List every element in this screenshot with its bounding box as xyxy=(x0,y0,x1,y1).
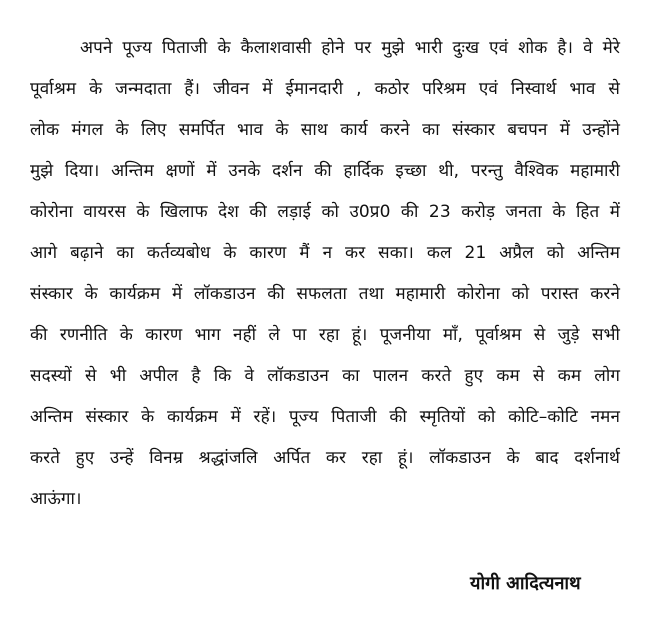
letter-line: पूर्वाश्रम के जन्मदाता हैं। जीवन में ईमानदारी , कठोर परिश्रम एवं निस्वार्थ भाव से xyxy=(30,79,620,99)
letter-line: की रणनीति के कारण भाग नहीं ले पा रहा हूं। पूजनीया माँ, पूर्वाश्रम से जुड़े सभी xyxy=(30,325,620,345)
letter-line: संस्कार के कार्यक्रम में लॉकडाउन की सफलता तथा महामारी कोरोना को परास्त करने xyxy=(30,284,620,304)
letter-line: लोक मंगल के लिए समर्पित भाव के साथ कार्य करने का संस्कार बचपन में उन्होंने xyxy=(30,120,620,140)
letter-line: अपने पूज्य पिताजी के कैलाशवासी होने पर मुझे भारी दुःख एवं शोक है। वे मेरे xyxy=(80,38,620,58)
letter-line: करते हुए उन्हें विनम्र श्रद्धांजलि अर्पित कर रहा हूं। लॉकडाउन के बाद दर्शनार्थ xyxy=(30,448,620,468)
letter-line: अन्तिम संस्कार के कार्यक्रम में रहें। पूज्य पिताजी की स्मृतियों को कोटि–कोटि नमन xyxy=(30,407,620,427)
letter-line: आऊंगा। xyxy=(30,489,82,509)
letter-line: मुझे दिया। अन्तिम क्षणों में उनके दर्शन की हार्दिक इच्छा थी, परन्तु वैश्विक महामारी xyxy=(30,161,620,181)
letter-line: सदस्यों से भी अपील है कि वे लॉकडाउन का पालन करते हुए कम से कम लोग xyxy=(30,366,620,386)
letter-line: आगे बढ़ाने का कर्तव्यबोध के कारण मैं न कर सका। कल 21 अप्रैल को अन्तिम xyxy=(30,243,620,263)
signature: योगी आदित्यनाथ xyxy=(470,573,581,594)
letter-line: कोरोना वायरस के खिलाफ देश की लड़ाई को उ0प्र0 की 23 करोड़ जनता के हित में xyxy=(30,202,620,222)
